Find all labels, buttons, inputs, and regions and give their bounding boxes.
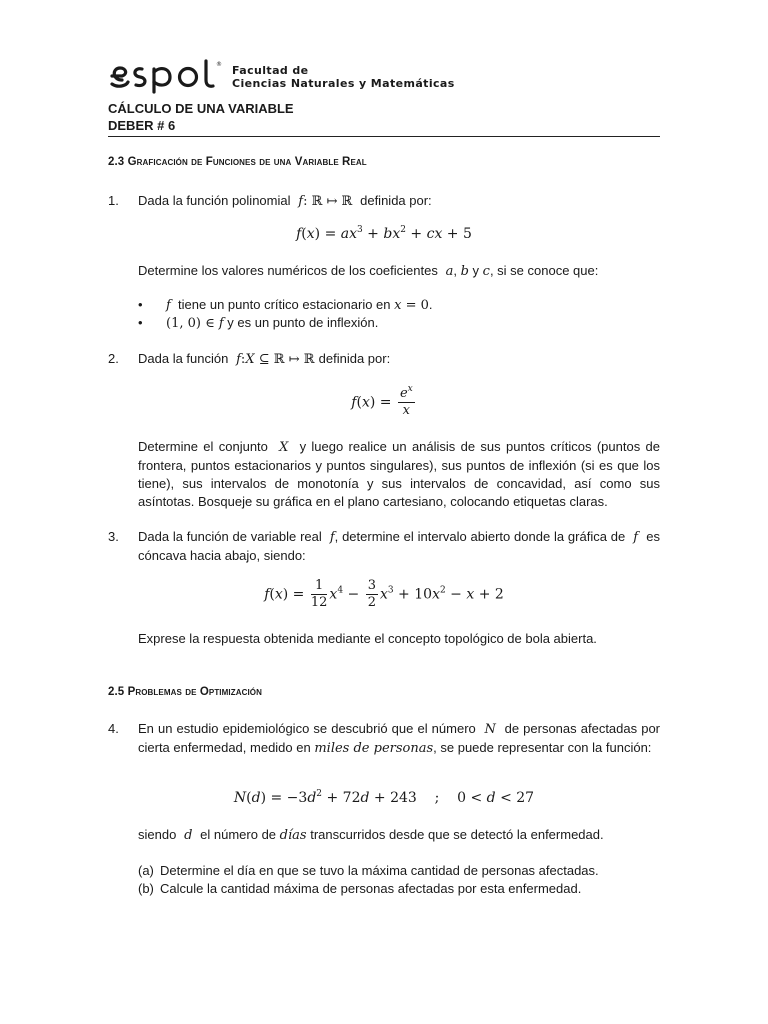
p2-equation: f(x) = $\frac{e^x}{x}$: [351, 384, 413, 418]
p3-text-a: Dada la función de variable real: [138, 529, 322, 544]
p2-intro-b: definida por:: [318, 351, 391, 366]
section-heading-2-3: 2.3 Graficación de Funciones de una Variable Real: [108, 156, 367, 168]
p2-text-a: Determine el conjunto: [138, 439, 268, 454]
p1-map-math: f: [294, 194, 304, 209]
p4-after-b: el número de: [200, 827, 277, 842]
problem-text: Dada la función polinomial f: ℝ ↦ ℝ definida por:: [138, 193, 432, 209]
problem-number: 3.: [108, 529, 119, 544]
document-page: ® Facultad de Ciencias Naturales y Matemáticas CÁLCULO DE UNA VARIABLE DEBER # 6 2.3 Graficación de Funciones de una Variable Real 1. Dada la función polinomial f: ℝ ↦ ℝ definida por: $f(x) = ax^3 + bx^2$ + cx + 5 Determine los valores numéricos de los coeficientes a, b y c, si se conoce que: • f tiene un punto crítico estacionario en x = 0. • (1, 0) ∈ f y es un punto de inflexión. 2. Dada la función f:X ⊆ ℝ ↦ ℝ definida por: f(x) = $\frac{e^x}{x}$ Determine el conjunto X y luego realice un análisis de sus puntos críticos (puntos de frontera, puntos estacionarios y puntos singulares), sus puntos de inflexión (si es que los tiene), sus intervalos de monotonía y sus intervalos de concavidad, así como sus asíntotas. Bosqueje su gráfica en el plano cartesiano, colocando etiquetas claras. 3. Dada la función de variable real f, determine el intervalo abierto donde la gráfica de f es cóncava hacia abajo, siendo: f(x) = $\frac{1}{12}$ $x^4$ − $\frac{3}{2}$ $x^3 + 10x^2 - x + 2$ Exprese la respuesta obtenida mediante el concepto topológico de bola abierta. 2.5 Problemas de Optimización 4. En un estudio epidemiológico se descubrió que el número N de personas afectadas por cierta enfermedad, medido en miles de personas, se puede representar con la función: $N(d) = -3d^2 + 72d + 243$ ; 0 < d < 27 siendo d el número de días transcurridos desde que se detectó la enfermedad. (a) Determine el día en que se tuvo la máxima cantidad de personas afectadas. (b) Calcule la cantidad máxima de personas afectadas por esta enfermedad.: [0, 0, 768, 1024]
faculty-line-2: Ciencias Naturales y Matemáticas: [232, 77, 455, 90]
p2-text-b: y luego realice un análisis de sus puntos críticos (puntos de frontera, puntos estacionarios y puntos singulares), sus puntos de inflexión (si es que los tiene), sus intervalos de monotonía y sus intervalos de concavidad, así como sus asíntotas. Bosqueje su gráfica en el plano cartesiano, colocando etiquetas claras.: [138, 439, 660, 509]
svg-text:®: ®: [216, 61, 222, 68]
p4-text-b: de personas afectadas por cierta enfermedad, medido en: [138, 721, 661, 755]
p4-equation: $N(d) = -3d^2 + 72d + 243$ ; 0 < d < 27: [233, 789, 535, 806]
bullet-dot: •: [138, 315, 143, 330]
course-heading: [108, 100, 294, 134]
p4-after-c: transcurridos desde que se detectó la enfermedad.: [310, 827, 604, 842]
p1-intro-a: Dada la función polinomial: [138, 193, 291, 208]
espol-logo: [108, 58, 226, 94]
part-label: (a): [138, 863, 154, 878]
p1-equation: $f(x) = ax^3 + bx^2$ + cx + 5: [296, 225, 472, 242]
p1-question-tail: , si se conoce que:: [489, 263, 599, 278]
p1-bullet-2-text: y es un punto de inflexión.: [227, 315, 379, 330]
header-rule: [108, 136, 660, 137]
faculty-line-1: Facultad de: [232, 64, 309, 77]
section-heading-2-5: 2.5 Problemas de Optimización: [108, 686, 262, 698]
p4-days: días: [279, 828, 307, 843]
part-text: Determine el día en que se tuvo la máxima cantidad de personas afectadas.: [160, 863, 599, 878]
faculty-name: [232, 64, 455, 90]
p2-intro-a: Dada la función: [138, 351, 229, 366]
p3-equation: f(x) = $\frac{1}{12}$ $x^4$ − $\frac{3}{2}$ $x^3 + 10x^2 - x + 2$: [264, 578, 504, 610]
part-label: (b): [138, 881, 154, 896]
p1-intro-b: definida por:: [360, 193, 432, 208]
p4-text-a: En un estudio epidemiológico se descubrió que el número: [138, 721, 476, 736]
part-text: Calcule la cantidad máxima de personas afectadas por esta enfermedad.: [160, 881, 582, 896]
problem-number: 4.: [108, 721, 119, 736]
p3-text-b: , determine el intervalo abierto donde la gráfica de: [334, 529, 626, 544]
p4-text-c: , se puede representar con la función:: [433, 740, 652, 755]
problem-number: 1.: [108, 193, 119, 208]
p3-text-c: es cóncava hacia abajo, siendo:: [138, 529, 660, 563]
assignment-title: DEBER # 6: [108, 118, 176, 133]
p1-bullet-1-text: tiene un punto crítico estacionario en: [178, 297, 391, 312]
course-title: CÁLCULO DE UNA VARIABLE: [108, 101, 294, 116]
problem-number: 2.: [108, 351, 119, 366]
p3-closing-text: Exprese la respuesta obtenida mediante el concepto topológico de bola abierta.: [138, 631, 597, 646]
p1-question-text: Determine los valores numéricos de los coeficientes: [138, 263, 438, 278]
p4-units: miles de personas: [314, 741, 434, 756]
p4-after-a: siendo: [138, 827, 177, 842]
bullet-dot: •: [138, 297, 143, 312]
